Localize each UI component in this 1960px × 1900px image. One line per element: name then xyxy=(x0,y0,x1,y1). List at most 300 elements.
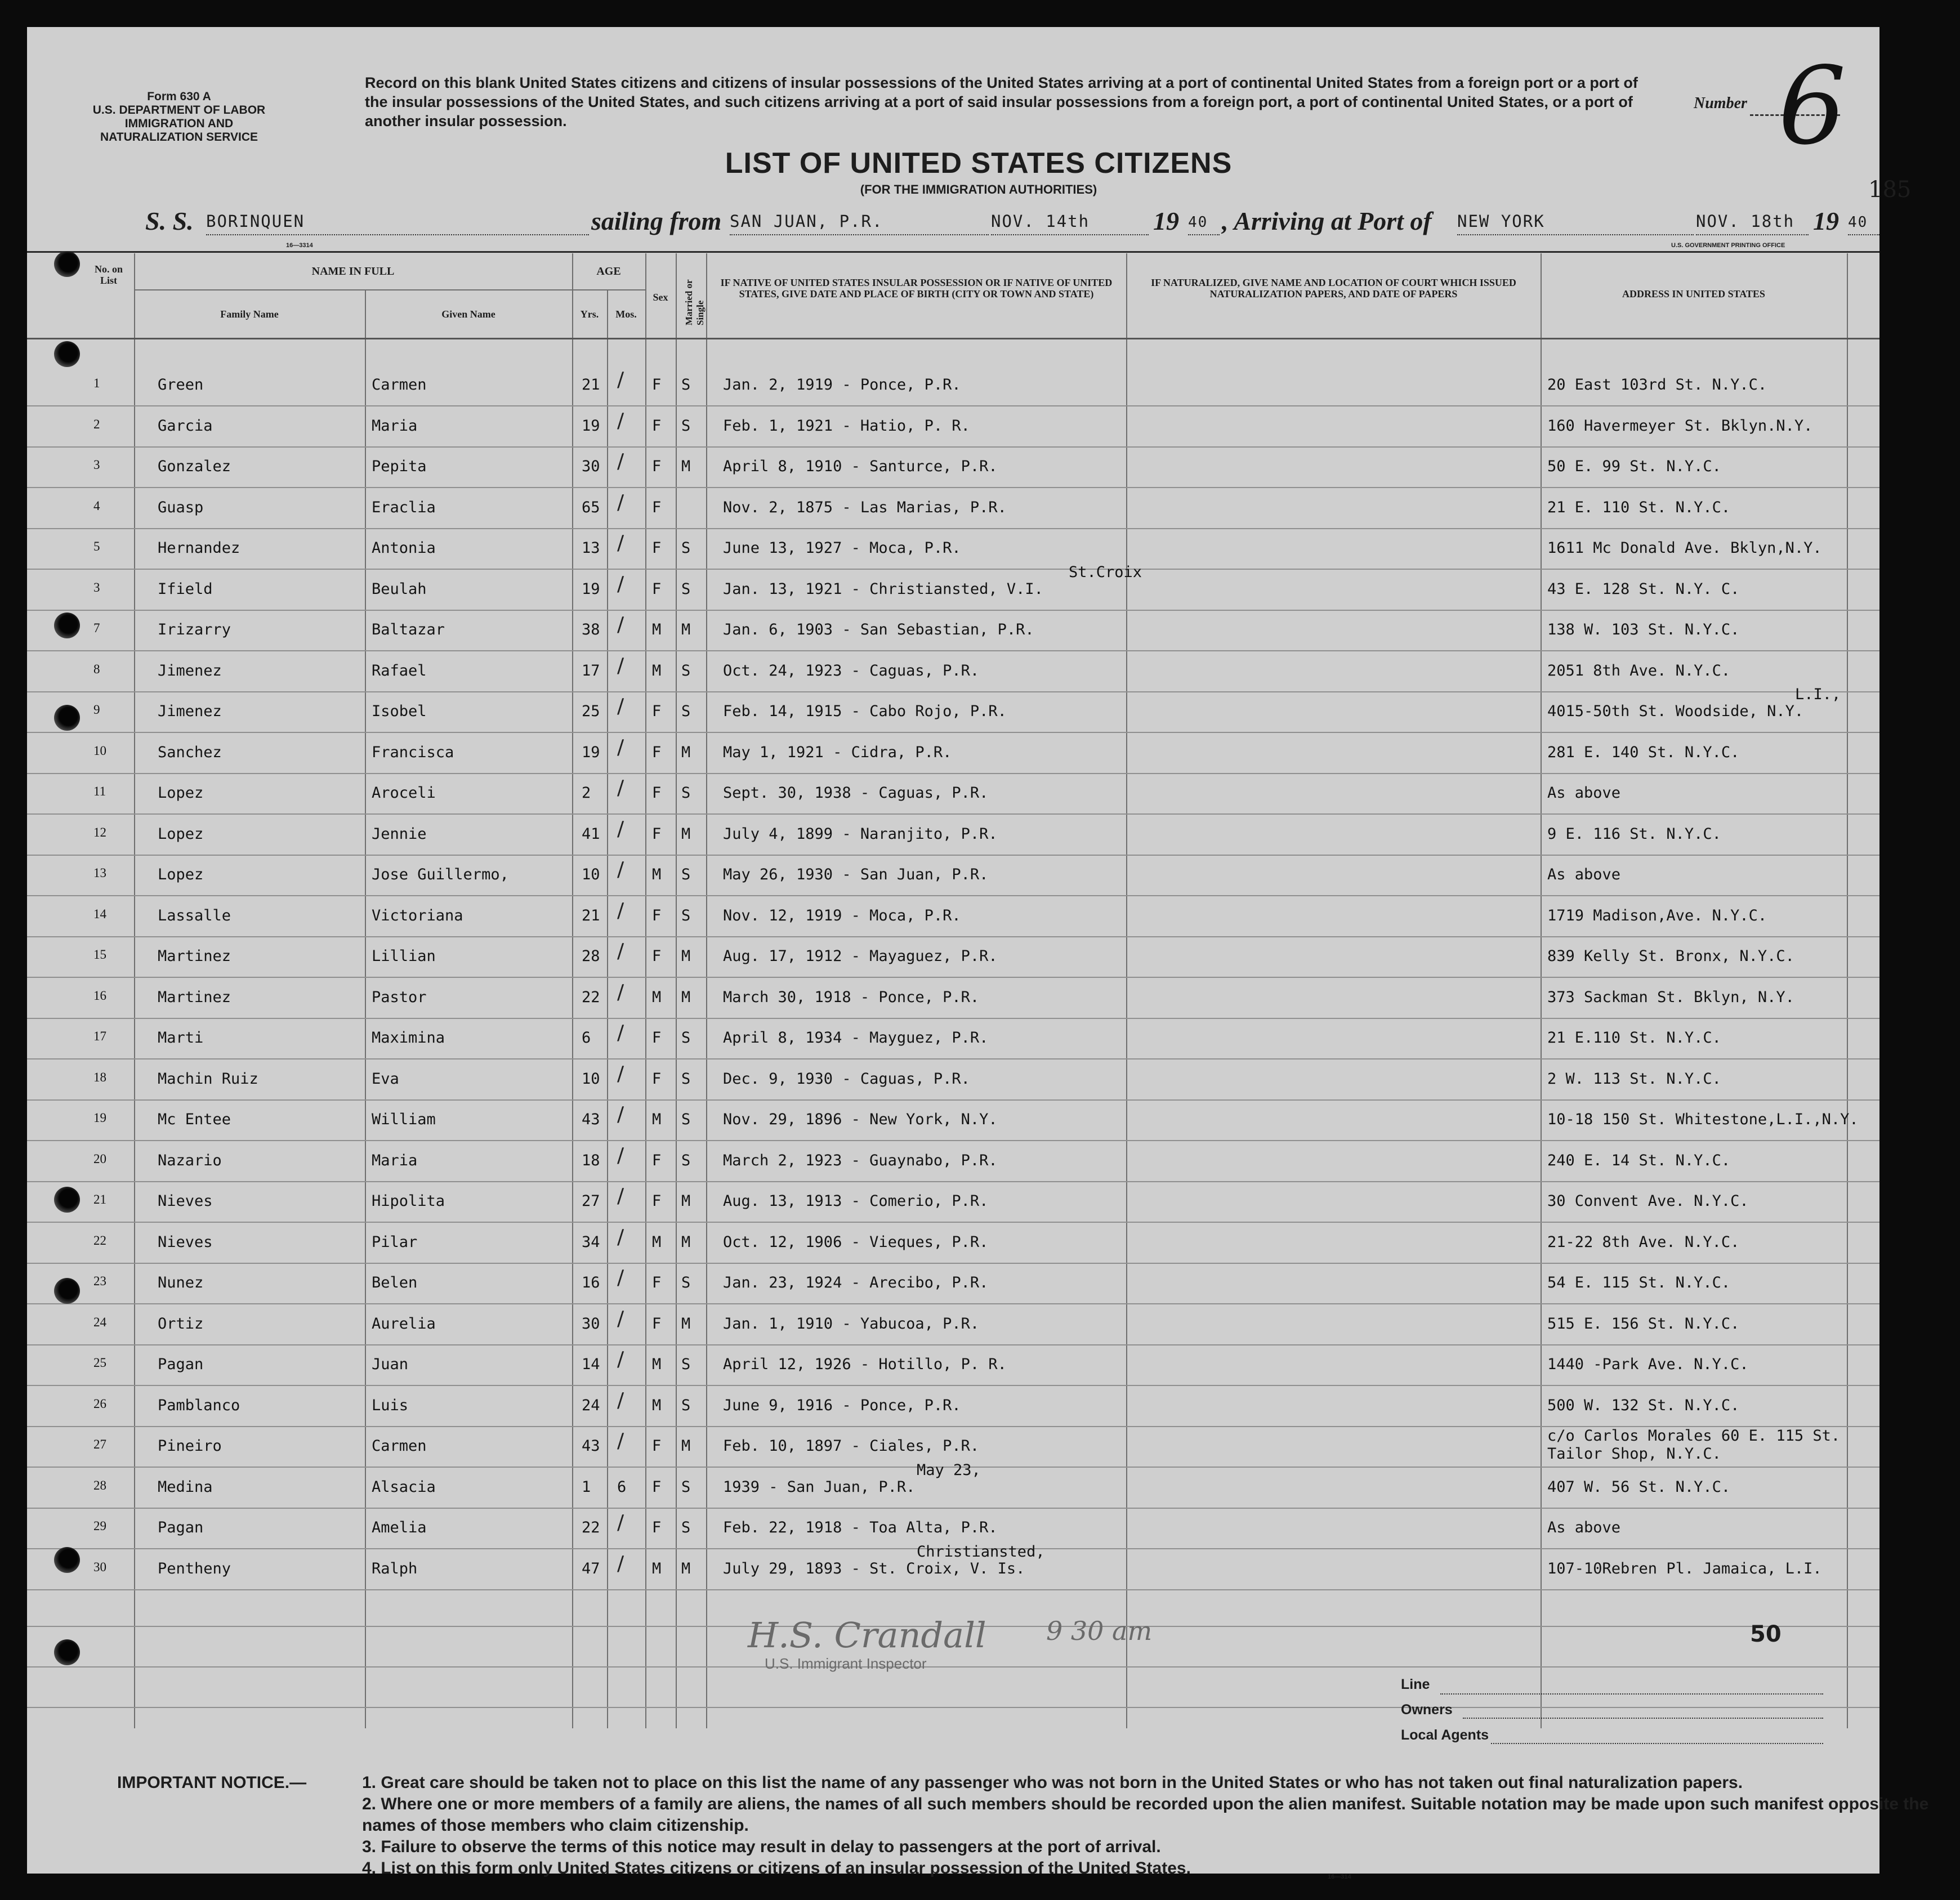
age-months: / xyxy=(617,1348,624,1371)
header-married-single: Married or Single xyxy=(684,279,706,325)
binder-hole xyxy=(54,1278,80,1304)
agents-field xyxy=(1491,1743,1823,1744)
marital-status: M xyxy=(681,825,691,843)
address: 9 E. 116 St. N.Y.C. xyxy=(1547,825,1721,843)
age-years: 21 xyxy=(582,376,600,394)
depart-date-field xyxy=(991,212,1149,235)
age-months: / xyxy=(617,531,624,555)
sex: F xyxy=(652,1478,662,1496)
address: 515 E. 156 St. N.Y.C. xyxy=(1547,1315,1740,1333)
birth-date-place: March 2, 1923 - Guaynabo, P.R. xyxy=(723,1151,998,1169)
birth-note: St.Croix xyxy=(1069,563,1142,581)
family-name: Pagan xyxy=(158,1519,204,1536)
row-number: 12 xyxy=(93,825,106,839)
sex: F xyxy=(652,1151,662,1169)
age-years: 14 xyxy=(582,1356,600,1373)
number-label: Number xyxy=(1694,95,1747,112)
depart-date: NOV. 14th xyxy=(991,212,1090,231)
row-number: 5 xyxy=(93,539,100,553)
list-number: 6 xyxy=(1778,44,1846,168)
arrival-date-field xyxy=(1696,212,1809,235)
table-row xyxy=(27,1344,1879,1386)
header-no-on-list: No. on List xyxy=(94,263,123,286)
binder-hole xyxy=(54,1187,80,1213)
printer-credit: U.S. GOVERNMENT PRINTING OFFICE xyxy=(1671,242,1785,249)
family-name: Garcia xyxy=(158,417,213,435)
sex: F xyxy=(652,825,662,843)
marital-status: S xyxy=(681,1519,691,1536)
table-row xyxy=(27,488,1879,529)
address: As above xyxy=(1547,866,1621,883)
address: 21 E. 110 St. N.Y.C. xyxy=(1547,498,1731,516)
given-name: Aroceli xyxy=(372,784,436,802)
form-id-line: IMMIGRATION AND xyxy=(124,117,234,130)
age-years: 21 xyxy=(582,906,600,924)
page-subtitle: (FOR THE IMMIGRATION AUTHORITIES) xyxy=(860,182,1097,196)
marital-status: S xyxy=(681,906,691,924)
age-years: 17 xyxy=(582,661,600,679)
address: 1440 -Park Ave. N.Y.C. xyxy=(1547,1356,1749,1373)
table-row xyxy=(27,896,1879,937)
table-row xyxy=(27,1263,1879,1304)
given-name: Isobel xyxy=(372,703,427,720)
age-months: / xyxy=(617,1143,624,1167)
marital-status: M xyxy=(681,458,691,475)
birth-date-place: April 8, 1910 - Santurce, P.R. xyxy=(723,458,998,475)
row-number: 1 xyxy=(93,376,100,390)
birth-date-place: Nov. 12, 1919 - Moca, P.R. xyxy=(723,906,961,924)
given-name: Ralph xyxy=(372,1559,418,1577)
form-code: 16—314 xyxy=(1328,1874,1351,1880)
age-months: / xyxy=(617,490,624,514)
age-months: / xyxy=(617,695,624,718)
row-number: 18 xyxy=(93,1070,106,1084)
table-row xyxy=(27,365,1879,406)
birth-date-place: Nov. 2, 1875 - Las Marias, P.R. xyxy=(723,498,1007,516)
age-months: 6 xyxy=(617,1478,627,1496)
row-number: 14 xyxy=(93,906,106,921)
address: 50 E. 99 St. N.Y.C. xyxy=(1547,458,1721,475)
age-months: / xyxy=(617,898,624,922)
age-years: 13 xyxy=(582,539,600,557)
marital-status: M xyxy=(681,1437,691,1455)
row-number: 10 xyxy=(93,743,106,758)
age-months: / xyxy=(617,858,624,881)
row-number: 30 xyxy=(93,1559,106,1574)
family-name: Ifield xyxy=(158,580,213,598)
given-name: Baltazar xyxy=(372,621,445,638)
line-label: Line xyxy=(1401,1677,1430,1692)
table-row xyxy=(27,977,1879,1019)
age-years: 18 xyxy=(582,1151,600,1169)
sex: F xyxy=(652,1519,662,1536)
form-id-line: Form 630 A xyxy=(147,90,211,103)
given-name: Rafael xyxy=(372,661,427,679)
birth-date-place: April 8, 1934 - Mayguez, P.R. xyxy=(723,1029,989,1047)
birth-date-place: July 29, 1893 - St. Croix, V. Is. xyxy=(723,1559,1025,1577)
sex: M xyxy=(652,661,662,679)
form-id-line: NATURALIZATION SERVICE xyxy=(100,131,258,144)
table-row xyxy=(27,1181,1879,1223)
given-name: Jose Guillermo, xyxy=(372,866,509,883)
sex: F xyxy=(652,703,662,720)
family-name: Jimenez xyxy=(158,661,222,679)
family-name: Marti xyxy=(158,1029,204,1047)
age-months: / xyxy=(617,776,624,799)
age-years: 41 xyxy=(582,825,600,843)
table-row xyxy=(27,610,1879,651)
signature-time: 9 30 am xyxy=(1046,1616,1153,1646)
age-months: / xyxy=(617,572,624,596)
row-number: 4 xyxy=(93,498,100,513)
age-years: 10 xyxy=(582,1070,600,1088)
birth-date-place: May 1, 1921 - Cidra, P.R. xyxy=(723,743,952,761)
age-years: 1 xyxy=(582,1478,591,1496)
given-name: Hipolita xyxy=(372,1192,445,1210)
birth-date-place: July 4, 1899 - Naranjito, P.R. xyxy=(723,825,998,843)
table-row xyxy=(27,651,1879,692)
sex: F xyxy=(652,376,662,394)
sex: M xyxy=(652,1356,662,1373)
header-given-name: Given Name xyxy=(441,309,495,320)
notice-item: 4. List on this form only United States citizens or citizens of an insular possession of the United States. xyxy=(362,1859,1191,1877)
birth-date-place: Jan. 23, 1924 - Arecibo, P.R. xyxy=(723,1274,989,1291)
notice-item: 2. Where one or more members of a family are aliens, the names of all such members should be recorded upon the alien manifest. Suitable notation may be made upon such manifest opposite the names of those members who claim citizenship. xyxy=(362,1795,1929,1835)
sex: M xyxy=(652,988,662,1006)
sex: M xyxy=(652,1233,662,1251)
from-port: SAN JUAN, P.R. xyxy=(730,212,883,231)
table-row xyxy=(27,528,1879,570)
marital-status: S xyxy=(681,703,691,720)
sex: M xyxy=(652,1396,662,1414)
age-months: / xyxy=(617,1062,624,1085)
family-name: Hernandez xyxy=(158,539,240,557)
header-name-in-full: NAME IN FULL xyxy=(311,265,395,278)
age-years: 47 xyxy=(582,1559,600,1577)
row-number: 20 xyxy=(93,1151,106,1166)
family-name: Pagan xyxy=(158,1356,204,1373)
sex: F xyxy=(652,1070,662,1088)
given-name: Aurelia xyxy=(372,1315,436,1333)
header-yrs: Yrs. xyxy=(580,309,599,320)
age-years: 30 xyxy=(582,1315,600,1333)
arrival-year-prefix: 19 xyxy=(1813,207,1839,235)
address: 1611 Mc Donald Ave. Bklyn,N.Y. xyxy=(1547,539,1822,557)
address: 21-22 8th Ave. N.Y.C. xyxy=(1547,1233,1740,1251)
marital-status: M xyxy=(681,1192,691,1210)
marital-status: S xyxy=(681,580,691,598)
age-years: 43 xyxy=(582,1111,600,1128)
address: 30 Convent Ave. N.Y.C. xyxy=(1547,1192,1749,1210)
given-name: Maria xyxy=(372,417,418,435)
age-months: / xyxy=(617,735,624,759)
table-row xyxy=(27,855,1879,896)
age-months: / xyxy=(617,1021,624,1044)
given-name: Francisca xyxy=(372,743,454,761)
table-row xyxy=(27,1141,1879,1182)
birth-date-place: May 26, 1930 - San Juan, P.R. xyxy=(723,866,989,883)
family-name: Nieves xyxy=(158,1192,213,1210)
age-months: / xyxy=(617,1388,624,1412)
given-name: Pastor xyxy=(372,988,427,1006)
ship-name-field xyxy=(206,212,589,235)
row-number: 27 xyxy=(93,1437,106,1451)
sex: M xyxy=(652,1111,662,1128)
age-months: / xyxy=(617,1266,624,1289)
birth-date-place: Aug. 13, 1913 - Comerio, P.R. xyxy=(723,1192,989,1210)
birth-date-place: June 9, 1916 - Ponce, P.R. xyxy=(723,1396,961,1414)
notice-heading: IMPORTANT NOTICE.— xyxy=(117,1773,307,1792)
given-name: Jennie xyxy=(372,825,427,843)
birth-date-place: Feb. 14, 1915 - Cabo Rojo, P.R. xyxy=(723,703,1007,720)
given-name: Pilar xyxy=(372,1233,418,1251)
sex: F xyxy=(652,947,662,965)
manifest-sheet xyxy=(27,27,1929,1880)
given-name: Belen xyxy=(372,1274,418,1291)
given-name: Juan xyxy=(372,1356,409,1373)
given-name: William xyxy=(372,1111,436,1128)
header-bottom-rule xyxy=(27,338,1879,339)
given-name: Lillian xyxy=(372,947,436,965)
table-row xyxy=(27,1304,1879,1345)
binder-hole xyxy=(54,613,80,638)
sex: F xyxy=(652,1192,662,1210)
row-number: 16 xyxy=(93,988,106,1003)
address: As above xyxy=(1547,1519,1621,1536)
age-months: / xyxy=(617,980,624,1004)
sex: F xyxy=(652,458,662,475)
owners-label: Owners xyxy=(1401,1702,1453,1718)
line-field xyxy=(1440,1693,1823,1695)
marital-status: M xyxy=(681,1315,691,1333)
birth-date-place: June 13, 1927 - Moca, P.R. xyxy=(723,539,961,557)
table-row xyxy=(27,1059,1879,1101)
birth-date-place: Oct. 12, 1906 - Vieques, P.R. xyxy=(723,1233,989,1251)
address: 107-10Rebren Pl. Jamaica, L.I. xyxy=(1547,1559,1822,1577)
sex: F xyxy=(652,580,662,598)
given-name: Luis xyxy=(372,1396,409,1414)
family-name: Lopez xyxy=(158,825,204,843)
row-number: 21 xyxy=(93,1192,106,1206)
sex: F xyxy=(652,498,662,516)
sex: M xyxy=(652,1559,662,1577)
ss-label: S. S. xyxy=(145,207,194,235)
sex: M xyxy=(652,621,662,638)
given-name: Beulah xyxy=(372,580,427,598)
family-name: Irizarry xyxy=(158,621,231,638)
table-row xyxy=(27,1461,1879,1509)
given-name: Maria xyxy=(372,1151,418,1169)
marital-status: S xyxy=(681,1396,691,1414)
age-years: 19 xyxy=(582,417,600,435)
given-name: Eva xyxy=(372,1070,399,1088)
row-number: 24 xyxy=(93,1315,106,1329)
empty-row-line xyxy=(27,1666,1879,1667)
birth-note: Christiansted, xyxy=(917,1543,1045,1561)
header-naturalized: IF NATURALIZED, GIVE NAME AND LOCATION OF COURT WHICH ISSUED NATURALIZATION PAPERS, AND DATE OF PAPERS xyxy=(1151,277,1516,299)
ship-name: BORINQUEN xyxy=(206,212,305,231)
header-mos: Mos. xyxy=(615,309,637,320)
row-number: 3 xyxy=(93,580,100,594)
sex: F xyxy=(652,784,662,802)
birth-date-place: 1939 - San Juan, P.R. xyxy=(723,1478,916,1496)
table-row xyxy=(27,1099,1879,1141)
header-family-name: Family Name xyxy=(220,309,279,320)
row-number: 22 xyxy=(93,1233,106,1248)
page-number: 185 xyxy=(1868,177,1912,203)
birth-date-place: Dec. 9, 1930 - Caguas, P.R. xyxy=(723,1070,970,1088)
age-years: 19 xyxy=(582,580,600,598)
table-row xyxy=(27,446,1879,488)
address: As above xyxy=(1547,784,1621,802)
header-birth: IF NATIVE OF UNITED STATES INSULAR POSSESSION OR IF NATIVE OF UNITED STATES, GIVE DATE AND PLACE OF BIRTH (CITY OR TOWN AND STATE) xyxy=(720,277,1113,299)
empty-row-line xyxy=(27,1707,1879,1708)
row-number: 15 xyxy=(93,947,106,962)
row-number: 26 xyxy=(93,1396,106,1411)
table-row xyxy=(27,1385,1879,1427)
address: 281 E. 140 St. N.Y.C. xyxy=(1547,743,1740,761)
record-note: Record on this blank United States citizens and citizens of insular possessions of the United States arriving at a port of continental United States from a foreign port or a port of the insular possessions of the United States, and such citizens arriving at a port of said insular possessions from a foreign port, a port of continental United States, or a port of another insular possession. xyxy=(365,74,1638,129)
address: 54 E. 115 St. N.Y.C. xyxy=(1547,1274,1731,1291)
address: c/o Carlos Morales 60 E. 115 St. xyxy=(1547,1427,1841,1445)
age-months: / xyxy=(617,450,624,473)
table-row xyxy=(27,686,1879,733)
owners-field xyxy=(1463,1718,1823,1719)
table-row xyxy=(27,1543,1879,1590)
marital-status: M xyxy=(681,743,691,761)
from-port-field xyxy=(730,212,989,235)
address: 1719 Madison,Ave. N.Y.C. xyxy=(1547,906,1767,924)
age-months: / xyxy=(617,1184,624,1208)
marital-status: S xyxy=(681,1029,691,1047)
birth-date-place: Nov. 29, 1896 - New York, N.Y. xyxy=(723,1111,998,1128)
address: 839 Kelly St. Bronx, N.Y.C. xyxy=(1547,947,1794,965)
family-name: Mc Entee xyxy=(158,1111,231,1128)
notice-item: 3. Failure to observe the terms of this notice may result in delay to passengers at the port of arrival. xyxy=(362,1838,1161,1856)
age-years: 38 xyxy=(582,621,600,638)
birth-date-place: Feb. 22, 1918 - Toa Alta, P.R. xyxy=(723,1519,998,1536)
marital-status: S xyxy=(681,539,691,557)
address: 407 W. 56 St. N.Y.C. xyxy=(1547,1478,1731,1496)
family-name: Machin Ruiz xyxy=(158,1070,258,1088)
given-name: Eraclia xyxy=(372,498,436,516)
sex: F xyxy=(652,1315,662,1333)
address: 10-18 150 St. Whitestone,L.I.,N.Y. xyxy=(1547,1111,1859,1128)
binder-hole xyxy=(54,1547,80,1573)
header-rule xyxy=(27,251,1879,253)
arrival-date: NOV. 18th xyxy=(1696,212,1795,231)
sex: F xyxy=(652,743,662,761)
given-name: Pepita xyxy=(372,458,427,475)
table-row xyxy=(27,732,1879,774)
depart-year-prefix: 19 xyxy=(1153,207,1179,235)
sex: F xyxy=(652,906,662,924)
table-row xyxy=(27,814,1879,856)
marital-status: S xyxy=(681,1111,691,1128)
inspector-caption: U.S. Immigrant Inspector xyxy=(765,1655,927,1672)
age-months: / xyxy=(617,940,624,963)
row-number: 29 xyxy=(93,1519,106,1533)
given-name: Antonia xyxy=(372,539,436,557)
age-years: 16 xyxy=(582,1274,600,1291)
table-row xyxy=(27,1222,1879,1264)
address: 4015-50th St. Woodside, N.Y. xyxy=(1547,703,1804,720)
sex: F xyxy=(652,539,662,557)
given-name: Alsacia xyxy=(372,1478,436,1496)
family-name: Jimenez xyxy=(158,703,222,720)
birth-date-place: Oct. 24, 1923 - Caguas, P.R. xyxy=(723,661,980,679)
sex: M xyxy=(652,866,662,883)
row-number: 28 xyxy=(93,1478,106,1492)
family-name: Pamblanco xyxy=(158,1396,240,1414)
marital-status: S xyxy=(681,1070,691,1088)
family-name: Nazario xyxy=(158,1151,222,1169)
row-number: 23 xyxy=(93,1274,106,1288)
arrival-port-field xyxy=(1457,212,1694,235)
given-name: Carmen xyxy=(372,376,427,394)
row-number: 19 xyxy=(93,1111,106,1125)
age-months: / xyxy=(617,654,624,677)
family-name: Nunez xyxy=(158,1274,204,1291)
age-years: 43 xyxy=(582,1437,600,1455)
age-years: 22 xyxy=(582,988,600,1006)
address: 20 East 103rd St. N.Y.C. xyxy=(1547,376,1767,394)
address: 21 E.110 St. N.Y.C. xyxy=(1547,1029,1721,1047)
passenger-table xyxy=(27,253,1879,1728)
birth-date-place: Jan. 1, 1910 - Yabucoa, P.R. xyxy=(723,1315,980,1333)
family-name: Pentheny xyxy=(158,1559,231,1577)
marital-status: S xyxy=(681,866,691,883)
family-name: Lopez xyxy=(158,784,204,802)
arriving-label: , Arriving at Port of xyxy=(1222,207,1432,235)
row-number: 7 xyxy=(93,621,100,635)
row-number: 3 xyxy=(93,458,100,472)
age-years: 24 xyxy=(582,1396,600,1414)
marital-status: M xyxy=(681,1559,691,1577)
age-years: 65 xyxy=(582,498,600,516)
marital-status: M xyxy=(681,988,691,1006)
binder-hole xyxy=(54,251,80,277)
header-subrule xyxy=(572,289,645,290)
table-row xyxy=(27,1018,1879,1059)
form-id-block xyxy=(72,90,286,144)
age-years: 10 xyxy=(582,866,600,883)
age-years: 19 xyxy=(582,743,600,761)
printer-code-left: 16—3314 xyxy=(286,242,313,249)
age-years: 28 xyxy=(582,947,600,965)
marital-status: S xyxy=(681,1356,691,1373)
birth-date-place: Jan. 6, 1903 - San Sebastian, P.R. xyxy=(723,621,1034,638)
age-years: 30 xyxy=(582,458,600,475)
marital-status: S xyxy=(681,1151,691,1169)
age-years: 25 xyxy=(582,703,600,720)
family-name: Martinez xyxy=(158,947,231,965)
row-number: 13 xyxy=(93,866,106,880)
birth-date-place: Feb. 10, 1897 - Ciales, P.R. xyxy=(723,1437,980,1455)
age-years: 6 xyxy=(582,1029,591,1047)
given-name: Maximina xyxy=(372,1029,445,1047)
arrival-year: 40 xyxy=(1848,214,1879,235)
birth-date-place: Sept. 30, 1938 - Caguas, P.R. xyxy=(723,784,989,802)
given-name: Amelia xyxy=(372,1519,427,1536)
given-name: Victoriana xyxy=(372,906,463,924)
marital-status: M xyxy=(681,947,691,965)
family-name: Medina xyxy=(158,1478,213,1496)
given-name: Carmen xyxy=(372,1437,427,1455)
family-name: Gonzalez xyxy=(158,458,231,475)
family-name: Guasp xyxy=(158,498,204,516)
binder-hole xyxy=(54,1639,80,1665)
